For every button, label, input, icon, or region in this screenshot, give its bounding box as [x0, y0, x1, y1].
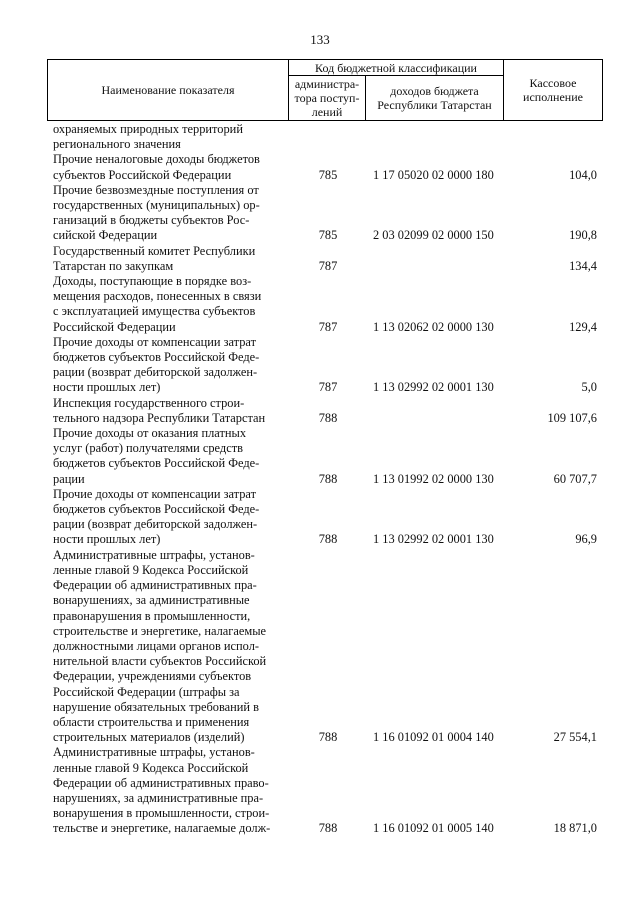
table-row	[53, 244, 599, 274]
row-income-code: 1 16 01092 01 0004 140	[373, 730, 494, 745]
table-row	[53, 426, 599, 487]
row-name	[53, 396, 279, 426]
row-name-line: сийской Федерации	[53, 228, 158, 243]
row-name-line: нарушение обязательных требований в	[53, 699, 260, 714]
row-name-line: тельного надзора Республики Татарстан	[53, 410, 266, 425]
row-name-line: Прочие доходы от оказания платных	[53, 426, 247, 441]
row-admin-code: 787	[318, 258, 338, 273]
row-name-line: ленные главой 9 Кодекса Российской	[53, 562, 249, 577]
table-row	[53, 152, 599, 182]
row-income-code: 1 16 01092 01 0005 140	[373, 821, 494, 836]
row-name-line: Прочие доходы от компенсации затрат	[53, 334, 257, 349]
row-name-line: бюджетов субъектов Российской Феде-	[53, 350, 260, 365]
table-row	[53, 745, 599, 836]
table-header	[47, 59, 603, 121]
row-name-line: тельстве и энергетике, налагаемые долж-	[53, 821, 271, 836]
row-name-line: нарушениях, за административные пра-	[53, 790, 264, 805]
row-name	[53, 183, 279, 244]
table-row	[53, 122, 599, 152]
row-name-line: правонарушения в промышленности,	[53, 608, 251, 623]
row-name-line: регионального значения	[53, 137, 181, 152]
row-name	[53, 122, 279, 152]
header-admin-line: тора поступ-	[294, 91, 360, 105]
table-row	[53, 274, 599, 335]
row-name-line: охраняемых природных территорий	[53, 122, 243, 136]
row-name-line: Российской Федерации	[53, 319, 176, 334]
row-admin-code: 788	[318, 821, 338, 836]
row-name-line: Прочие доходы от компенсации затрат	[53, 486, 257, 501]
row-name	[53, 152, 279, 182]
header-admin-line: администра-	[294, 77, 360, 91]
header-income-line: доходов бюджета	[390, 84, 479, 98]
row-name-line: ности прошлых лет)	[53, 380, 161, 395]
table-row	[53, 487, 599, 548]
header-admin-line: лений	[311, 105, 343, 119]
row-name-line: строительных материалов (изделий)	[53, 730, 245, 745]
row-name-line: вонарушениях, за административные	[53, 593, 250, 608]
row-amount: 60 707,7	[553, 471, 597, 486]
row-name-line: Прочие неналоговые доходы бюджетов	[53, 152, 260, 167]
row-name	[53, 548, 279, 746]
header-income-col	[366, 76, 504, 121]
row-amount: 27 554,1	[553, 730, 597, 745]
row-admin-code: 785	[318, 228, 338, 243]
row-name-line: бюджетов субъектов Российской Феде-	[53, 502, 260, 517]
row-name	[53, 274, 279, 335]
row-admin-code: 787	[318, 380, 338, 395]
row-name-line: области строительства и применения	[53, 714, 250, 729]
row-name-line: ности прошлых лет)	[53, 532, 161, 547]
row-name-line: государственных (муниципальных) ор-	[53, 198, 260, 213]
row-name	[53, 487, 279, 548]
header-admin-col	[289, 76, 366, 121]
table-row	[53, 335, 599, 396]
row-name	[53, 244, 279, 274]
row-admin-code: 785	[318, 167, 338, 182]
row-income-code: 1 13 02062 02 0000 130	[373, 319, 494, 334]
row-amount: 18 871,0	[553, 821, 597, 836]
row-name	[53, 745, 279, 836]
row-admin-code: 788	[318, 471, 338, 486]
row-amount: 134,4	[569, 258, 597, 273]
row-name-line: должностными лицами органов испол-	[53, 638, 260, 653]
row-name-line: ленные главой 9 Кодекса Российской	[53, 760, 249, 775]
row-name-line: Прочие безвозмездные поступления от	[53, 182, 259, 197]
row-income-code: 1 17 05020 02 0000 180	[373, 167, 494, 182]
row-income-code: 1 13 02992 02 0001 130	[373, 532, 494, 547]
row-name-line: Доходы, поступающие в порядке воз-	[53, 274, 252, 289]
header-amount-line: исполнение	[523, 90, 583, 104]
row-name-line: ганизаций в бюджеты субъектов Рос-	[53, 213, 250, 228]
row-name-line: Государственный комитет Республики	[53, 243, 256, 258]
row-name-line: нительной власти субъектов Российской	[53, 654, 267, 669]
table-row	[53, 548, 599, 746]
row-name-line: Административные штрафы, установ-	[53, 745, 255, 760]
row-name-line: Российской Федерации (штрафы за	[53, 684, 240, 699]
row-name-line: рации (возврат дебиторской задолжен-	[53, 365, 258, 380]
table-body	[53, 122, 599, 837]
row-amount: 190,8	[569, 228, 597, 243]
row-income-code: 1 13 01992 02 0000 130	[373, 471, 494, 486]
row-name-line: Инспекция государственного строи-	[53, 395, 245, 410]
row-admin-code: 787	[318, 319, 338, 334]
row-income-code: 2 03 02099 02 0000 150	[373, 228, 494, 243]
row-name-line: с эксплуатацией имущества субъектов	[53, 304, 256, 319]
header-income-line: Республики Татарстан	[377, 98, 492, 112]
row-name-line: услуг (работ) получателями средств	[53, 441, 243, 456]
header-name-col: Наименование показателя	[48, 60, 289, 121]
row-name-line: вонарушения в промышленности, строи-	[53, 806, 270, 821]
row-name-line: Федерации об административных пра-	[53, 578, 257, 593]
table-row	[53, 183, 599, 244]
row-name-line: мещения расходов, понесенных в связи	[53, 289, 262, 304]
row-admin-code: 788	[318, 410, 338, 425]
row-amount: 5,0	[581, 380, 597, 395]
table-row	[53, 396, 599, 426]
row-amount: 96,9	[575, 532, 597, 547]
row-name-line: Федерации об административных право-	[53, 775, 269, 790]
row-amount: 109 107,6	[547, 410, 597, 425]
header-classification-group: Код бюджетной классификации	[289, 60, 504, 76]
row-amount: 129,4	[569, 319, 597, 334]
row-name-line: строительстве и энергетике, налагаемые	[53, 623, 267, 638]
row-name-line: Федерации, учреждениями субъектов	[53, 669, 252, 684]
row-income-code: 1 13 02992 02 0001 130	[373, 380, 494, 395]
row-name-line: бюджетов субъектов Российской Феде-	[53, 456, 260, 471]
row-name-line: Административные штрафы, установ-	[53, 547, 255, 562]
row-admin-code: 788	[318, 532, 338, 547]
row-name	[53, 426, 279, 487]
row-amount: 104,0	[569, 167, 597, 182]
row-admin-code: 788	[318, 730, 338, 745]
row-name-line: рации (возврат дебиторской задолжен-	[53, 517, 258, 532]
header-amount-line: Кассовое	[529, 76, 577, 90]
row-name-line: субъектов Российской Федерации	[53, 167, 232, 182]
row-name-line: Татарстан по закупкам	[53, 258, 174, 273]
header-amount-col	[504, 60, 603, 121]
row-name-line: рации	[53, 471, 85, 486]
row-name	[53, 335, 279, 396]
page-number: 133	[310, 32, 330, 47]
